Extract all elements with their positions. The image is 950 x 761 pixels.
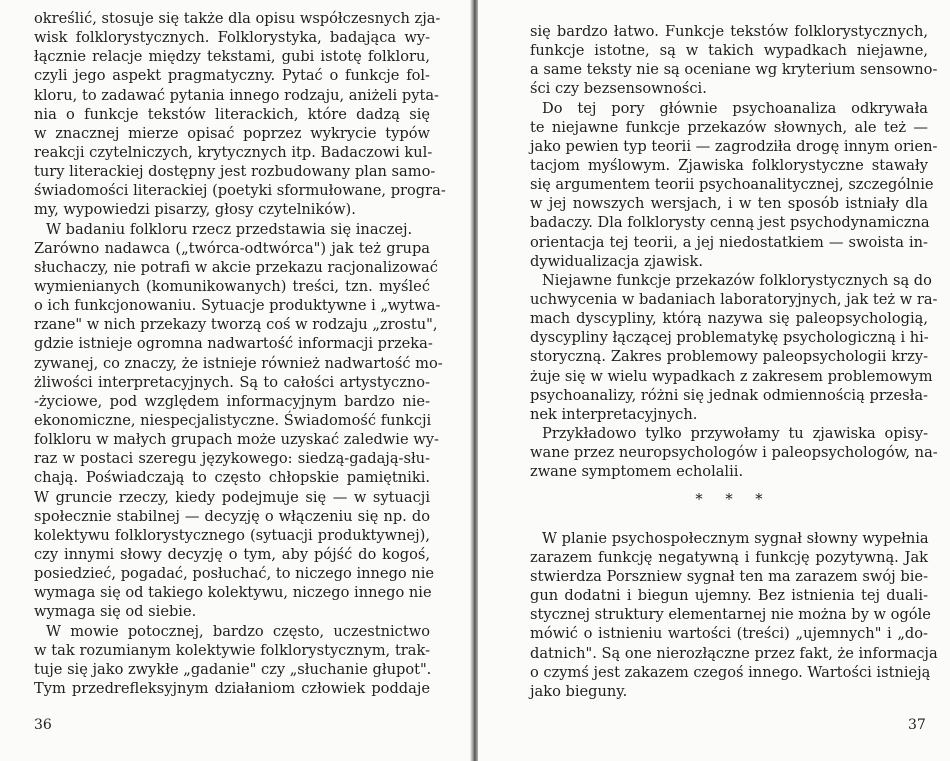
text-line: tury literackiej dostępny jest rozbudowany plan samo- bbox=[34, 163, 436, 181]
page-number: 36 bbox=[34, 717, 52, 733]
text-line: żuje się w wielu wypadkach z zakresem problemowym bbox=[530, 367, 933, 385]
page-number: 37 bbox=[908, 717, 926, 733]
text-line: kolektywu folklorystycznego (sytuacji produktywnej), bbox=[34, 526, 430, 544]
text-line: chają. Poświadczają to często chłopskie pamiętniki. bbox=[34, 469, 430, 487]
text-line: W planie psychospołecznym sygnał słowny wypełnia bbox=[542, 529, 929, 547]
text-line: nek interpretacyjnych. bbox=[530, 405, 698, 423]
text-line: Tym przedrefleksyjnym działaniom człowiek poddaje bbox=[34, 679, 430, 697]
section-separator: * * * bbox=[695, 491, 763, 509]
text-line: w jej nowszych wersjach, i w ten sposób istniały dla bbox=[530, 195, 928, 213]
text-line: wisk folklorystycznych. Folklorystyka, badająca wy- bbox=[34, 29, 430, 47]
book-gutter bbox=[470, 0, 478, 761]
text-line: czy innymi słowy decyzję o tym, aby pójść do kogoś, bbox=[34, 545, 430, 563]
text-line: określić, stosuje się także dla opisu współczesnych zja- bbox=[34, 10, 441, 27]
text-line: stwierdza Porszniew sygnał ten ma zarazem swój bie- bbox=[530, 567, 928, 585]
section-gap bbox=[530, 510, 928, 529]
text-line: raz w postaci szeregu językowego: siedzą-gadają-słu- bbox=[34, 450, 430, 468]
text-line: ści czy bezsensowności. bbox=[530, 80, 707, 98]
text-line: o ich funkcjonowaniu. Sytuacje produktywne i „wytwa- bbox=[34, 297, 441, 315]
text-line: wymaga się od siebie. bbox=[34, 603, 197, 621]
text-line: kloru, to zadawać pytania innego rodzaju, aniżeli pyta- bbox=[34, 86, 439, 104]
text-line: folkloru w małych grupach może uzyskać zaledwie wy- bbox=[34, 431, 439, 449]
text-line: słuchaczy, nie potrafi w akcie przekazu racjonalizować bbox=[34, 258, 438, 276]
text-line: W mowie potocznej, bardzo często, uczestnictwo bbox=[46, 622, 430, 640]
text-line: orientacja tej teorii, a jej niedostatkiem — swoista in- bbox=[530, 233, 928, 251]
text-line: stycznej struktury elementarnej nie można by w ogóle bbox=[530, 606, 931, 624]
text-line: się argumentem teorii psychoanalitycznej, szczególnie bbox=[530, 176, 934, 194]
text-line: w tak rozumianym kolektywie folklorystycznym, trak- bbox=[34, 641, 430, 659]
text-line: wymaga się od takiego kolektywu, niczego innego nie bbox=[34, 584, 432, 602]
text-line: a same teksty nie są oceniane wg kryterium sensowno- bbox=[530, 61, 938, 79]
text-line: Przykładowo tylko przywołamy tu zjawiska opisy- bbox=[542, 424, 928, 442]
text-line: nia o funkcje tekstów literackich, które dadzą się bbox=[34, 105, 430, 123]
text-line: uchwycenia w badaniach laboratoryjnych, jak też w ra- bbox=[530, 290, 938, 308]
text-line: wymienianych (komunikowanych) treści, tzn. myśleć bbox=[34, 277, 430, 295]
right-page-text bbox=[530, 22, 938, 701]
text-line: te niejawne funkcje przekazów słownych, ale też — bbox=[530, 118, 928, 136]
text-line: gun dodatni i biegun ujemny. Bez istnienia tej duali- bbox=[530, 587, 928, 605]
right-page bbox=[478, 0, 950, 761]
text-line: posiedzieć, pogadać, posłuchać, to niczego innego nie bbox=[34, 565, 435, 583]
text-line: tacjom myślowym. Zjawiska folklorystyczne stawały bbox=[530, 156, 928, 174]
text-line: jako pewien typ teorii — zagrodziła drogę innym orien- bbox=[530, 137, 938, 155]
text-line: psychoanalizy, różni się jednak odmiennością przesła- bbox=[530, 386, 928, 404]
text-line: storyczną. Zakres problemowy paleopsychologii krzy- bbox=[530, 348, 928, 366]
text-line: reakcji czytelniczych, krytycznych itp. Badaczowi kul- bbox=[34, 143, 433, 161]
text-line: ekonomiczne, niespecjalistyczne. Świadomość funkcji bbox=[34, 411, 432, 429]
text-line: W gruncie rzeczy, kiedy podejmuje się — w sytuacji bbox=[34, 488, 430, 506]
text-line: mach dyscypliny, którą nazywa się paleopsychologią, bbox=[530, 310, 928, 328]
text-line: o czymś jest zakazem czegoś innego. Wartości istnieją bbox=[530, 663, 931, 681]
text-line: się bardzo łatwo. Funkcje tekstów folklorystycznych, bbox=[530, 23, 928, 40]
text-line: my, wypowiedzi pisarzy, głosy czytelników). bbox=[34, 201, 356, 219]
text-line: mówić o istnieniu wartości (treści) „ujemnych" i „do- bbox=[530, 625, 928, 643]
text-line: tuje się jako zwykłe „gadanie" czy „słuchanie głupot". bbox=[34, 660, 432, 678]
text-line: świadomości literackiej (poetyki sformułowane, progra- bbox=[34, 182, 446, 200]
text-line: -życiowe, pod względem informacyjnym bardzo nie- bbox=[34, 392, 430, 410]
text-line: gdzie istnieje ogromna nadwartość informacji przeka- bbox=[34, 335, 433, 353]
text-line: dyscypliny łączącej problematykę psychologiczną i hi- bbox=[530, 329, 929, 347]
left-page bbox=[0, 0, 470, 761]
text-line: Zarówno nadawca („twórca-odtwórca") jak też grupa bbox=[34, 239, 430, 257]
text-line: Do tej pory głównie psychoanaliza odkrywała bbox=[542, 99, 928, 117]
text-line: datnich". Są one nierozłączne przez fakt, że informacja bbox=[530, 644, 938, 662]
text-line: Niejawne funkcje przekazów folklorystycznych są do bbox=[542, 271, 932, 289]
section-gap bbox=[530, 481, 928, 490]
left-page-text bbox=[34, 9, 446, 698]
text-line: czyli jego aspekt pragmatyczny. Pytać o funkcje fol- bbox=[34, 67, 430, 85]
text-line: zwane symptomem echolalii. bbox=[530, 463, 744, 481]
text-line: żliwości interpretacyjnych. Są to całości artystyczno- bbox=[34, 373, 430, 391]
text-line: zarazem funkcję negatywną i funkcję pozytywną. Jak bbox=[530, 548, 928, 566]
text-line: dywidualizacja zjawisk. bbox=[530, 252, 703, 270]
text-line: W badaniu folkloru rzecz przedstawia się inaczej. bbox=[46, 220, 413, 238]
text-line: w znacznej mierze opisać poprzez wykrycie typów bbox=[34, 124, 430, 142]
text-line: funkcje istotne, są w takich wypadkach niejawne, bbox=[530, 42, 928, 60]
text-line: społecznie stabilnej — decyzję o włączeniu się np. do bbox=[34, 507, 430, 525]
text-line: zywanej, co znaczy, że istnieje również nadwartość mo- bbox=[34, 354, 443, 372]
text-line: jako bieguny. bbox=[530, 682, 628, 700]
text-line: łącznie relacje między tekstami, gubi istotę folkloru, bbox=[34, 48, 430, 66]
text-line: rzane" w nich przekazy tworzą coś w rodzaju „zrostu", bbox=[34, 316, 438, 334]
text-line: wane przez neuropsychologów i paleopsychologów, na- bbox=[530, 444, 938, 462]
text-line: badaczy. Dla folklorysty cenną jest psychodynamiczna bbox=[530, 214, 930, 232]
